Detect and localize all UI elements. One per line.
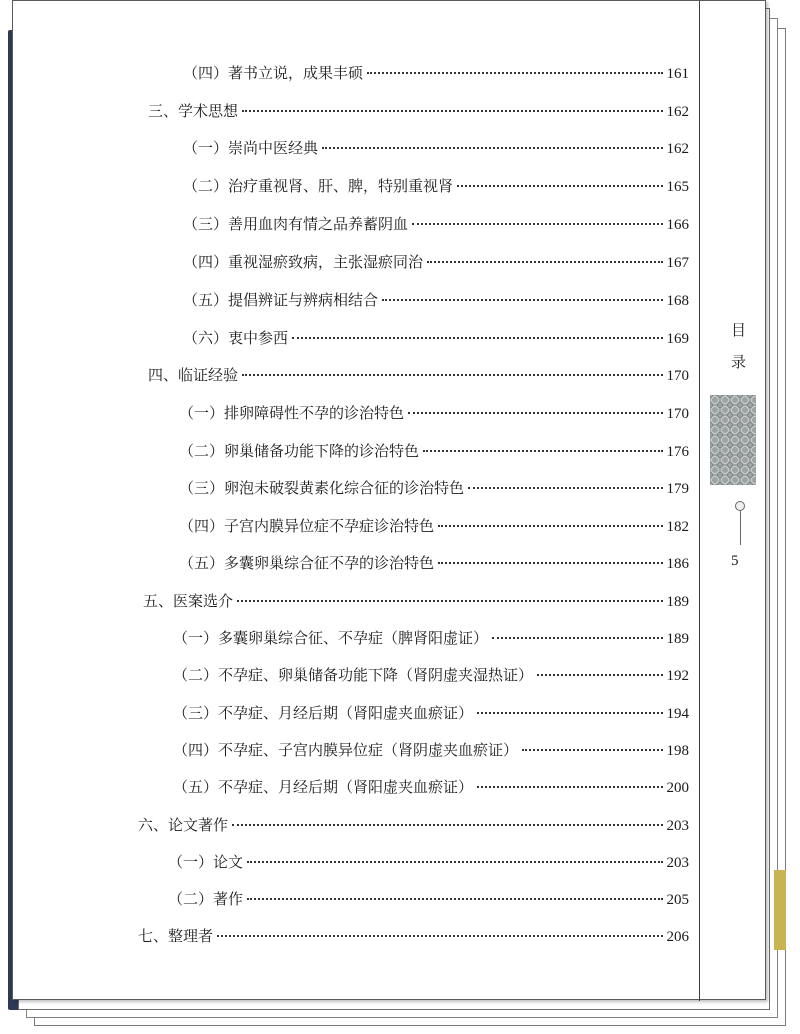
dot-leader: [247, 861, 662, 863]
toc-entry-title: （三）不孕症、月经后期（肾阳虚夹血瘀证）: [173, 704, 474, 722]
dot-leader: [367, 72, 662, 74]
toc-entry-title: （一）多囊卵巢综合征、不孕症（脾肾阳虚证）: [173, 629, 489, 647]
dot-leader: [457, 185, 662, 187]
toc-entry: [138, 926, 689, 947]
toc-entry: [138, 815, 689, 836]
dot-leader: [537, 674, 662, 676]
toc-entry: [173, 777, 689, 798]
toc-entry-page: 176: [666, 444, 689, 460]
toc-entry-title: （四）不孕症、子宫内膜异位症（肾阴虚夹血瘀证）: [173, 741, 519, 759]
dot-leader: [438, 525, 662, 527]
table-of-contents: [13, 1, 699, 1001]
toc-entry-title: （四）重视湿瘀致病，主张湿瘀同治: [183, 253, 424, 271]
toc-entry-page: 198: [666, 743, 689, 759]
toc-entry-title: （五）多囊卵巢综合征不孕的诊治特色: [179, 554, 435, 572]
toc-entry: [179, 403, 689, 424]
dot-leader: [477, 712, 662, 714]
toc-entry-page: 182: [666, 519, 689, 535]
ornament-stem: [740, 511, 741, 545]
toc-entry-title: （三）卵泡未破裂黄素化综合征的诊治特色: [179, 479, 465, 497]
toc-entry-title: 三、学术思想: [148, 102, 239, 120]
toc-entry-title: 七、整理者: [138, 927, 214, 945]
toc-entry-title: （五）提倡辨证与辨病相结合: [183, 291, 379, 309]
toc-entry-page: 179: [666, 481, 689, 497]
toc-entry-page: 168: [666, 293, 689, 309]
toc-entry: [183, 138, 689, 159]
dot-leader: [242, 374, 662, 376]
side-title-char-2: 录: [731, 353, 747, 371]
toc-entry-title: 六、论文著作: [138, 816, 229, 834]
toc-entry: [183, 63, 689, 84]
toc-entry: [183, 290, 689, 311]
toc-entry-page: 169: [666, 331, 689, 347]
dot-leader: [438, 562, 662, 564]
toc-entry: [183, 252, 689, 273]
dot-leader: [322, 147, 662, 149]
toc-entry: [168, 852, 689, 873]
dot-leader: [242, 110, 662, 112]
dot-leader: [232, 824, 662, 826]
toc-entry-title: （一）崇尚中医经典: [183, 139, 319, 157]
back-page-color-edge: [774, 870, 786, 950]
toc-entry-page: 189: [666, 631, 689, 647]
toc-entry: [148, 101, 689, 122]
toc-entry-page: 166: [666, 217, 689, 233]
toc-entry-title: （二）不孕症、卵巢储备功能下降（肾阴虚夹湿热证）: [173, 666, 534, 684]
dot-leader: [423, 450, 662, 452]
toc-entry: [173, 703, 689, 724]
toc-entry: [173, 628, 689, 649]
dot-leader: [468, 487, 662, 489]
dot-leader: [247, 898, 662, 900]
dot-leader: [412, 223, 662, 225]
toc-entry: [168, 889, 689, 910]
ornament-dot-icon: [735, 501, 745, 511]
toc-entry: [183, 176, 689, 197]
toc-entry-title: （四）著书立说，成果丰硕: [183, 64, 364, 82]
toc-entry-title: （五）不孕症、月经后期（肾阳虚夹血瘀证）: [173, 778, 474, 796]
margin-rule: [699, 1, 700, 1001]
toc-entry-page: 192: [666, 668, 689, 684]
toc-page: [12, 0, 766, 1000]
toc-entry-title: （三）善用血肉有情之品养蓄阴血: [183, 215, 409, 233]
dot-leader: [292, 337, 662, 339]
toc-entry-page: 200: [666, 780, 689, 796]
toc-entry-page: 170: [666, 368, 689, 384]
toc-entry-title: 四、临证经验: [148, 366, 239, 384]
toc-entry-page: 205: [666, 892, 689, 908]
toc-entry-title: （二）卵巢储备功能下降的诊治特色: [179, 442, 420, 460]
toc-entry-title: （一）排卵障碍性不孕的诊治特色: [179, 404, 405, 422]
toc-entry: [179, 553, 689, 574]
toc-entry-page: 162: [666, 104, 689, 120]
dot-leader: [477, 786, 662, 788]
dot-leader: [492, 637, 662, 639]
toc-entry: [179, 516, 689, 537]
toc-entry-title: （四）子宫内膜异位症不孕症诊治特色: [179, 517, 435, 535]
toc-entry: [148, 365, 689, 386]
toc-entry-page: 206: [666, 929, 689, 945]
toc-entry-page: 167: [666, 255, 689, 271]
toc-entry-page: 161: [666, 66, 689, 82]
dot-leader: [217, 935, 662, 937]
toc-entry-page: 170: [666, 406, 689, 422]
toc-entry-page: 203: [666, 818, 689, 834]
dot-leader: [237, 600, 662, 602]
toc-entry-page: 186: [666, 556, 689, 572]
toc-entry: [173, 740, 689, 761]
toc-entry-page: 194: [666, 706, 689, 722]
dot-leader: [427, 261, 662, 263]
dot-leader: [382, 299, 662, 301]
dot-leader: [522, 749, 662, 751]
toc-entry-page: 165: [666, 179, 689, 195]
toc-entry: [183, 328, 689, 349]
toc-entry-page: 189: [666, 594, 689, 610]
dot-leader: [408, 412, 662, 414]
toc-entry-page: 203: [666, 855, 689, 871]
toc-entry-title: （二）著作: [168, 890, 244, 908]
toc-entry-title: （一）论文: [168, 853, 244, 871]
page-number: 5: [731, 553, 739, 569]
toc-entry: [143, 591, 689, 612]
toc-entry-title: 五、医案选介: [143, 592, 234, 610]
side-title-char-1: 目: [731, 321, 747, 339]
toc-entry: [179, 478, 689, 499]
toc-entry: [173, 665, 689, 686]
toc-entry-title: （二）治疗重视肾、肝、脾，特别重视肾: [183, 177, 454, 195]
toc-entry-title: （六）衷中参西: [183, 329, 289, 347]
toc-entry-page: 162: [666, 141, 689, 157]
toc-entry: [179, 441, 689, 462]
cloud-pattern-ornament: [710, 395, 756, 485]
toc-entry: [183, 214, 689, 235]
